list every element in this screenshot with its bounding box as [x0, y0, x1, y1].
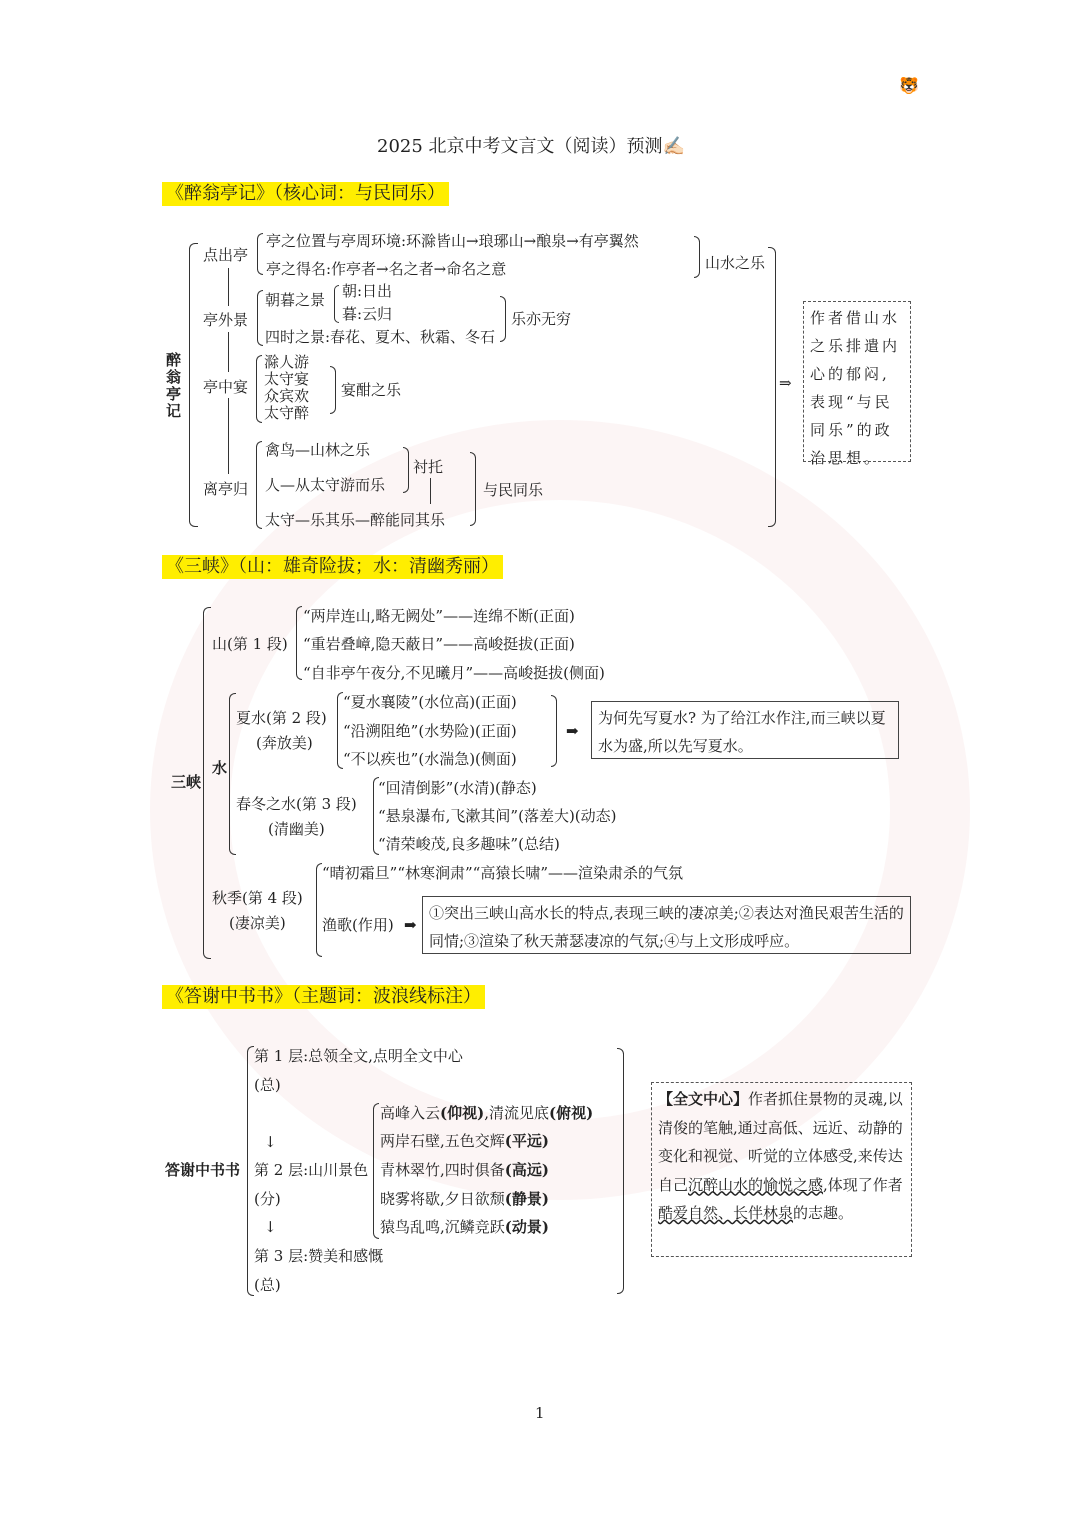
s1-p3d: 太守醉	[264, 404, 310, 422]
s1-p2r: 乐亦无穷	[511, 310, 572, 328]
s1-p2a: 朝暮之景	[265, 291, 326, 309]
s3-l1: 第 1 层:总领全文,点明全文中心	[254, 1047, 463, 1065]
s1-p2a2: 暮:云归	[342, 305, 393, 323]
s3-l1s: (总)	[254, 1076, 281, 1094]
s2-yuge: 渔歌(作用)	[322, 916, 394, 934]
s3-down-1: ↓	[264, 1133, 277, 1151]
s3-center-text-b: ,体现了作者	[823, 1175, 903, 1194]
s3-item-4-key: (静景)	[504, 1190, 549, 1208]
s2-shan3: “自非亭午夜分,不见曦月”——高峻挺拔(侧面)	[303, 664, 605, 682]
s1-p2b: 四时之景:春花、夏木、秋霜、冬石	[265, 328, 496, 346]
s2-root-brace	[203, 607, 211, 959]
s2-qiu: 秋季(第 4 段)	[212, 889, 303, 907]
s1-p3-rbrace	[330, 366, 336, 414]
s1-p4-brace	[256, 441, 262, 529]
s3-root-brace	[247, 1046, 254, 1296]
s2-xia2: “沿溯阻绝”(水势险)(正面)	[343, 722, 517, 740]
s1-root-brace	[189, 243, 198, 527]
s3-item-5-text: 猿鸟乱鸣,沉鳞竞跃	[380, 1218, 505, 1236]
s2-shan-brace	[296, 606, 302, 680]
s2-shan: 山(第 1 段)	[212, 635, 288, 653]
s3-l3: 第 3 层:赞美和感慨	[254, 1247, 384, 1265]
s1-p2-rbrace	[500, 296, 506, 342]
s1-p1: 点出亭	[203, 246, 249, 264]
s1-p3a: 滁人游	[264, 353, 310, 371]
s1-arrow: ⇒	[779, 374, 792, 392]
s1-p1-brace	[257, 233, 263, 275]
s1-p1b: 亭之得名:作亭者→名之者→命名之意	[266, 260, 507, 278]
s3-center-underline-2: 酷爱自然、长伴林泉	[658, 1204, 794, 1222]
s3-item-2	[380, 1132, 549, 1150]
s2-xia-sub: (奔放美)	[256, 734, 313, 752]
s3-l2s: (分)	[254, 1190, 281, 1208]
s1-p3: 亭中宴	[203, 378, 249, 396]
section1-heading: 《醉翁亭记》（核心词：与民同乐）	[162, 182, 449, 206]
s1-p4r: 与民同乐	[483, 481, 544, 499]
s3-center-text-c: 的志趣。	[793, 1204, 854, 1222]
s2-xia: 夏水(第 2 段)	[236, 709, 327, 727]
s3-item-2-text: 两岸石壁,五色交辉	[380, 1132, 505, 1150]
s3-item-1-text: 高峰入云	[380, 1104, 441, 1122]
s1-flow-arrow-2	[228, 332, 229, 372]
s2-yuge-arrow: ➡	[404, 916, 417, 934]
s1-p4ab-rbrace	[403, 447, 409, 493]
s2-chun-sub: (清幽美)	[268, 820, 325, 838]
s1-p2-brace	[257, 290, 263, 346]
s1-p3r: 宴酣之乐	[341, 381, 402, 399]
s3-item-4	[380, 1190, 549, 1208]
s1-root: 醉翁亭记	[166, 351, 182, 420]
s1-p4c: 太守—乐其乐—醉能同其乐	[265, 511, 446, 529]
s3-item-1-text2: ,清流见底	[484, 1104, 549, 1122]
s3-l2: 第 2 层:山川景色	[254, 1161, 369, 1179]
s2-shui: 水	[212, 759, 228, 777]
s1-p2a1: 朝:日出	[342, 282, 393, 300]
s2-xia-box: 为何先写夏水? 为了给江水作注,而三峡以夏水为盛,所以先写夏水。	[591, 701, 899, 759]
s3-center-text-a: 作者抓住景物的灵魂,以清俊的笔触,通过高低、远近、动静的变化和视觉、听觉的立体感受,来传达自己	[658, 1090, 903, 1194]
s1-p1a: 亭之位置与亭周环境:环滁皆山→琅琊山→酿泉→有亭翼然	[266, 232, 639, 250]
page-title	[377, 137, 685, 157]
s2-root: 三峡	[171, 773, 202, 791]
s3-item-5	[380, 1218, 549, 1236]
s2-shan1: “两岸连山,略无阙处”——连绵不断(正面)	[303, 607, 575, 625]
s2-xia1: “夏水襄陵”(水位高)(正面)	[343, 693, 517, 711]
s3-item-5-key: (动景)	[504, 1218, 549, 1236]
s1-p4b: 人—从太守游而乐	[265, 476, 386, 494]
s2-chun2: “悬泉瀑布,飞漱其间”(落差大)(动态)	[378, 807, 617, 825]
s1-p4m: 衬托	[413, 458, 444, 476]
s2-shui-brace	[229, 693, 236, 855]
s3-item-3-text: 青林翠竹,四时俱备	[380, 1161, 505, 1179]
page-title-text: 2025 北京中考文言文（阅读）预测	[377, 136, 663, 157]
s1-p2a-brace	[334, 285, 339, 323]
s1-p1-rbrace	[694, 236, 700, 278]
s3-root: 答谢中书书	[165, 1161, 241, 1179]
s3-item-3-key: (高远)	[504, 1161, 549, 1179]
s2-qiu1: “晴初霜旦”“林寒涧肃”“高猿长啸”——渲染肃杀的气氛	[322, 864, 684, 882]
s2-yuge-box: ①突出三峡山高水长的特点,表现三峡的凄凉美;②表达对渔民艰苦生活的同情;③渲染了秋天萧瑟凄凉的气氛;④与上文形成呼应。	[422, 896, 911, 954]
s1-p3b: 太守宴	[264, 370, 310, 388]
s3-item-1	[380, 1104, 593, 1122]
section3-heading: 《答谢中书书》（主题词：波浪线标注）	[162, 985, 485, 1009]
page-number: 1	[535, 1404, 545, 1422]
s2-chun3: “清荣峻茂,良多趣味”(总结)	[378, 835, 560, 853]
s3-item-1-key: (仰视)	[440, 1104, 485, 1122]
s2-xia3: “不以疾也”(水湍急)(侧面)	[343, 750, 517, 768]
s3-item-2-key: (平远)	[504, 1132, 549, 1150]
s2-qiu-sub: (凄凉美)	[229, 914, 286, 932]
s2-chun: 春冬之水(第 3 段)	[236, 795, 357, 813]
s1-p4-rbrace	[470, 452, 476, 526]
s2-xia-rbrace	[551, 695, 557, 767]
s1-contrast-arrow	[430, 478, 431, 504]
section2-heading: 《三峡》（山：雄奇险拔；水：清幽秀丽）	[162, 555, 503, 579]
s2-chun1: “回清倒影”(水清)(静态)	[378, 779, 537, 797]
s1-flow-arrow-3	[228, 398, 229, 474]
s1-p3c: 众宾欢	[264, 387, 310, 405]
s2-xia-arrow: ➡	[566, 722, 579, 740]
s3-down-2: ↓	[264, 1218, 277, 1236]
s1-p4: 离亭归	[203, 480, 249, 498]
s3-item-3	[380, 1161, 549, 1179]
s1-summary-box: 作者借山水之乐排遣内心的郁闷,表现“与民同乐”的政治思想。	[803, 301, 911, 462]
s1-p3-brace	[256, 355, 262, 423]
s3-center-label: 【全文中心】	[658, 1090, 749, 1108]
s3-center-underline-1: 沉醉山水的愉悦之感	[688, 1175, 824, 1194]
s3-center-box	[651, 1082, 912, 1257]
s3-l2-brace	[373, 1103, 379, 1239]
s2-shan2: “重岩叠嶂,隐天蔽日”——高峻挺拔(正面)	[303, 635, 575, 653]
s3-l3s: (总)	[254, 1276, 281, 1294]
tiger-emoji-icon: 🐯	[899, 76, 919, 95]
s3-item-4-text: 晓雾将歇,夕日欲颓	[380, 1190, 505, 1208]
s1-p4a: 禽鸟—山林之乐	[265, 441, 371, 459]
writing-hand-icon: ✍🏻	[662, 136, 685, 157]
s3-right-brace	[617, 1048, 624, 1294]
s3-item-1-key2: (俯视)	[549, 1104, 594, 1122]
s1-p1r: 山水之乐	[705, 254, 766, 272]
s1-flow-arrow-1	[228, 268, 229, 306]
s1-p2: 亭外景	[203, 311, 249, 329]
s1-summary-rbrace	[768, 247, 776, 527]
